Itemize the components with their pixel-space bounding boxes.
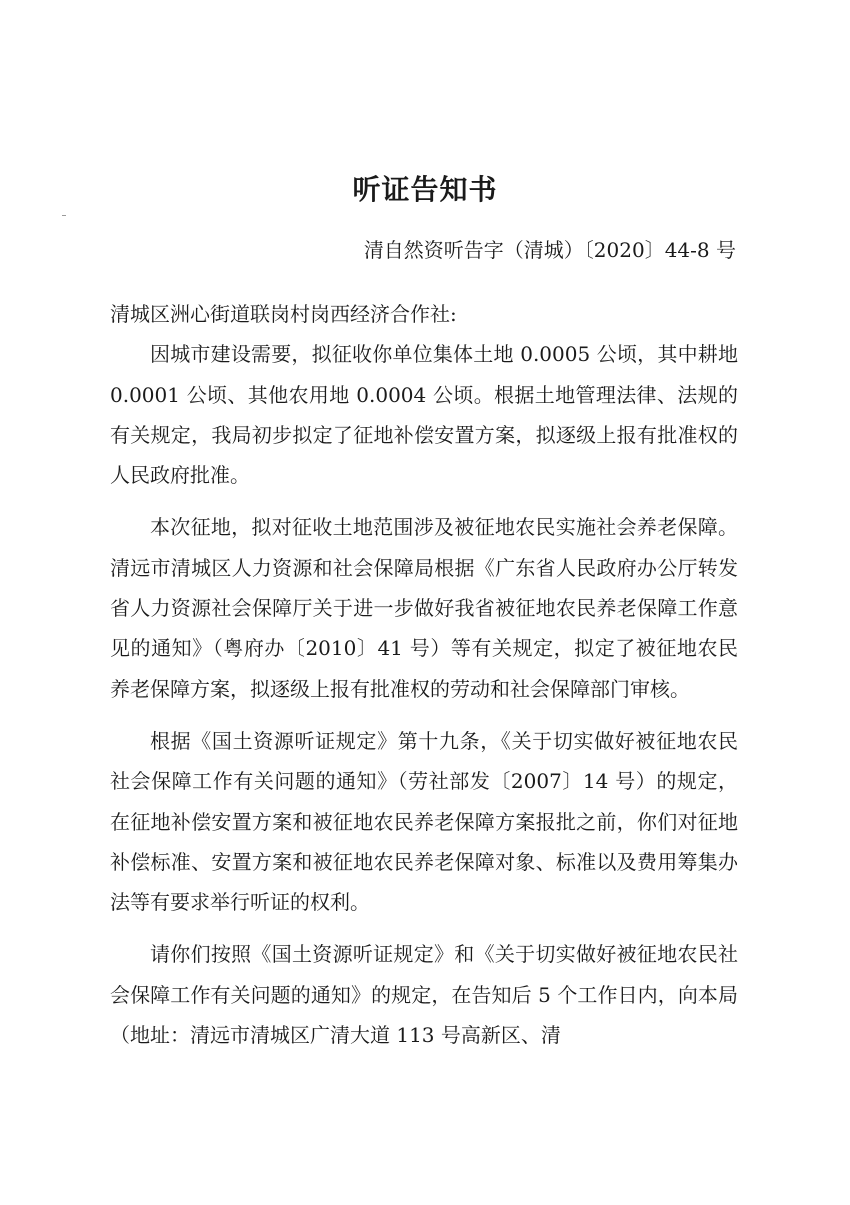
paragraph-pension: 本次征地，拟对征收土地范围涉及被征地农民实施社会养老保障。清远市清城区人力资源和社会保障局根据《广东省人民政府办公厅转发省人力资源社会保障厅关于进一步做好我省被征地农民养老保障工作意见的通知》（粤府办〔2010〕41 号）等有关规定，拟定了被征地农民养老保障方案，拟逐级上报有批准权的劳动和社会保障部门审核。	[110, 515, 738, 701]
document-body	[110, 294, 738, 1067]
document-title: 听证告知书	[352, 173, 498, 206]
addressee: 清城区洲心街道联岗村岗西经济合作社:	[110, 302, 457, 326]
document-number: 清自然资听告字（清城）〔2020〕44-8 号	[363, 238, 736, 262]
paragraph-hearing-request: 请你们按照《国土资源听证规定》和《关于切实做好被征地农民社会保障工作有关问题的通知》的规定，在告知后 5 个工作日内，向本局（地址：清远市清城区广清大道 113 号高新区、清	[110, 942, 738, 1048]
paragraph-requisition: 因城市建设需要，拟征收你单位集体土地 0.0005 公顷，其中耕地 0.0001 公顷、其他农用地 0.0004 公顷。根据土地管理法律、法规的有关规定，我局初步拟定了征地补偿安置方案，拟逐级上报有批准权的人民政府批准。	[110, 342, 738, 488]
paragraph-hearing-rights: 根据《国土资源听证规定》第十九条，《关于切实做好被征地农民社会保障工作有关问题的通知》（劳社部发〔2007〕14 号）的规定，在征地补偿安置方案和被征地农民养老保障方案报批之前，你们对征地补偿标准、安置方案和被征地农民养老保障对象、标准以及费用筹集办法等有要求举行听证的权利。	[110, 728, 738, 915]
scan-mark	[62, 215, 66, 216]
